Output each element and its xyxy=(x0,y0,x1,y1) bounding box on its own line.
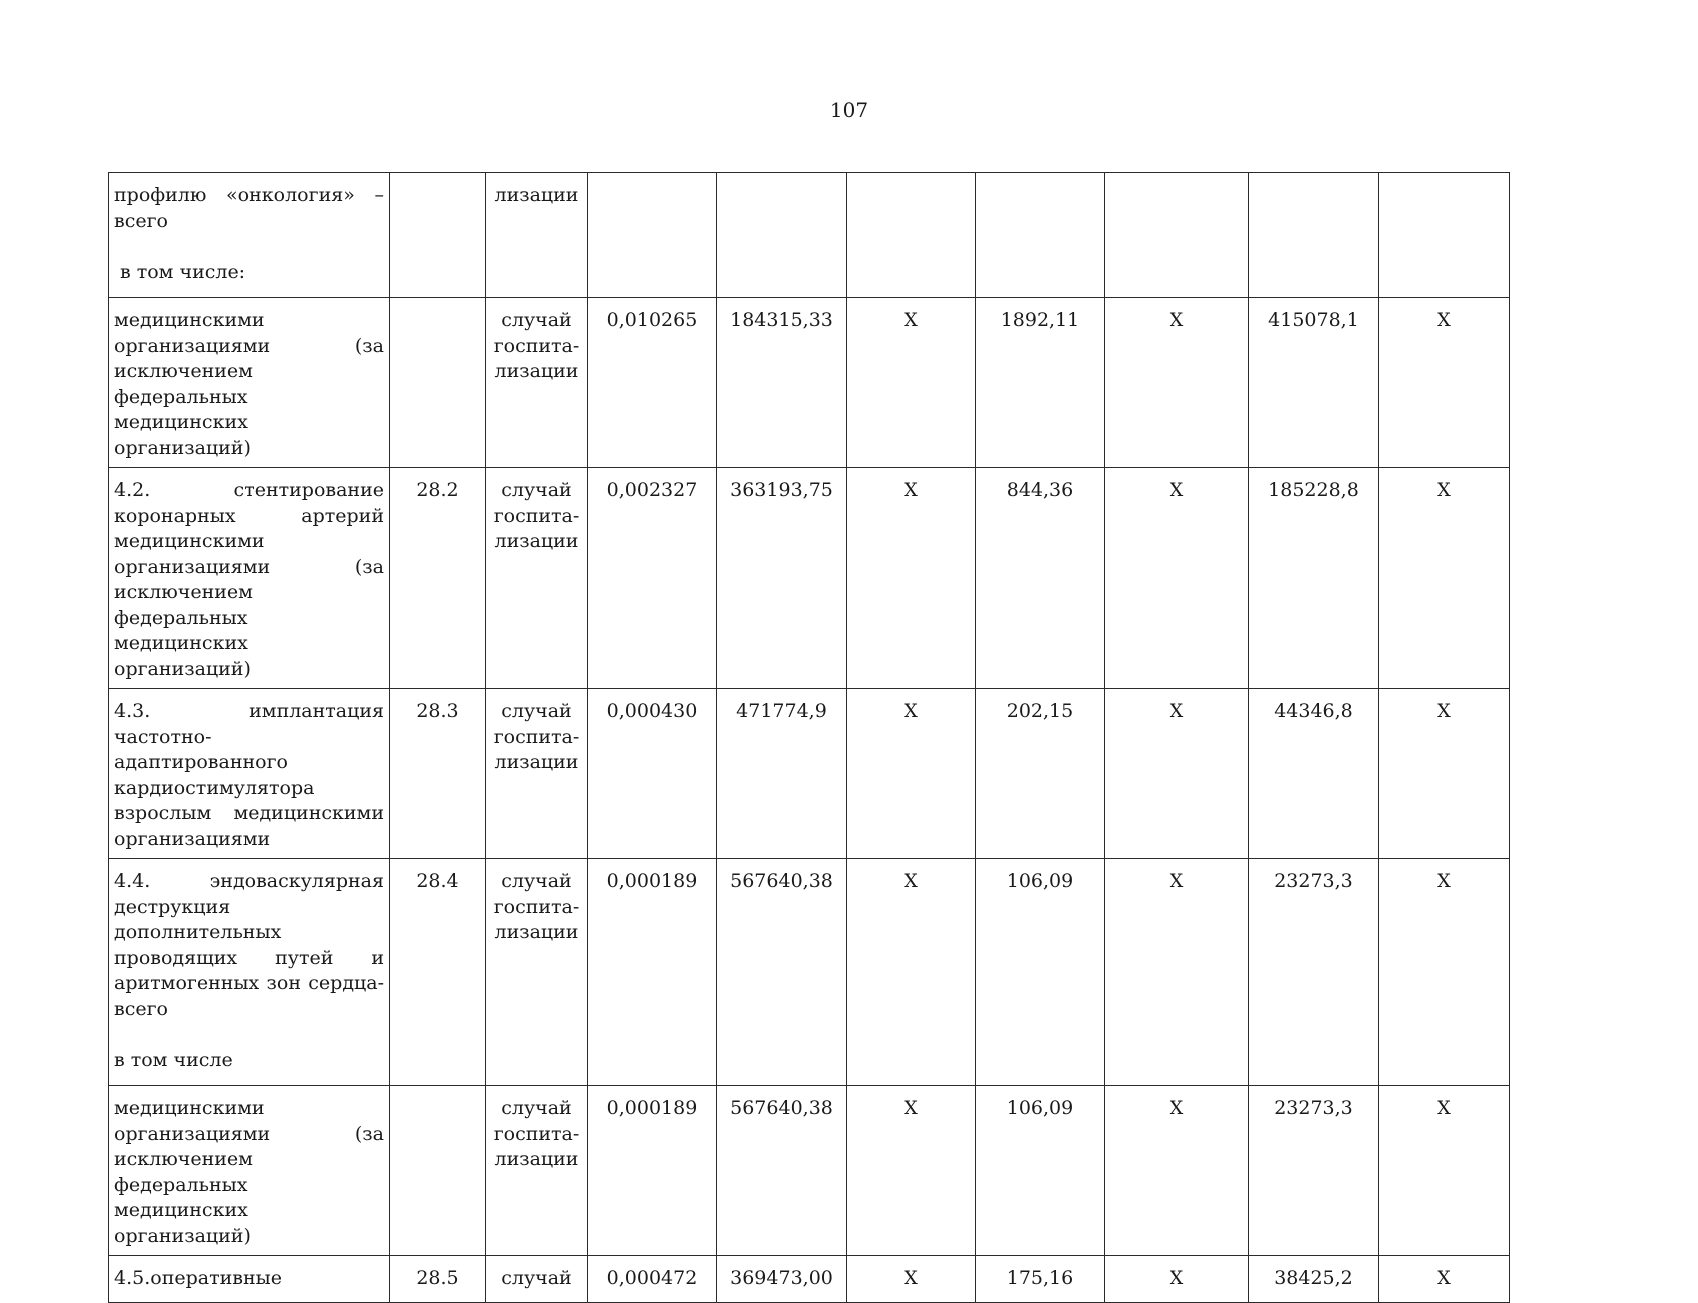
rate-cell: 0,000189 xyxy=(588,1086,717,1256)
x-mark-cell: X xyxy=(1105,689,1249,859)
unit-cell xyxy=(486,1086,588,1256)
unit-cell xyxy=(486,468,588,689)
table-row xyxy=(109,1086,1510,1256)
code-cell: 28.5 xyxy=(390,1256,486,1303)
norm-cell: 175,16 xyxy=(976,1256,1105,1303)
table-row xyxy=(109,859,1510,1086)
x-mark-cell: X xyxy=(1379,1256,1510,1303)
norm-cell: 1892,11 xyxy=(976,298,1105,468)
rate-cell: 0,000189 xyxy=(588,859,717,1086)
total-cell xyxy=(1249,173,1379,298)
x-mark-cell xyxy=(1379,173,1510,298)
x-mark-cell: X xyxy=(847,468,976,689)
unit-text: случай xyxy=(501,700,572,722)
indicator-name-cell xyxy=(109,1086,390,1256)
norm-cell: 106,09 xyxy=(976,1086,1105,1256)
norm-cell: 202,15 xyxy=(976,689,1105,859)
unit-text: госпита- xyxy=(493,334,580,357)
table-row xyxy=(109,298,1510,468)
unit-text: случай xyxy=(501,1097,572,1119)
x-mark-cell: X xyxy=(1105,859,1249,1086)
x-mark-cell: X xyxy=(1379,689,1510,859)
indicator-name-text: 4.3. имплантация частотно-адаптированного кардиостимулятора взрослым медицинскими организациями xyxy=(114,700,384,850)
x-mark-cell: X xyxy=(1379,298,1510,468)
x-mark-cell: X xyxy=(1379,468,1510,689)
unit-text: лизации xyxy=(494,360,579,382)
table-row xyxy=(109,689,1510,859)
unit-text: госпита- xyxy=(493,1122,580,1145)
cost-cell: 369473,00 xyxy=(717,1256,847,1303)
cost-cell: 363193,75 xyxy=(717,468,847,689)
unit-text: госпита- xyxy=(493,504,580,527)
code-cell: 28.2 xyxy=(390,468,486,689)
cost-cell: 567640,38 xyxy=(717,859,847,1086)
cost-cell xyxy=(717,173,847,298)
norm-cell: 844,36 xyxy=(976,468,1105,689)
x-mark-cell: X xyxy=(1105,1086,1249,1256)
table-row xyxy=(109,1256,1510,1303)
indicator-name-text: 4.4. эндоваскулярная деструкция дополнительных проводящих путей и аритмогенных зон сердца-всего xyxy=(114,870,384,1020)
code-cell xyxy=(390,298,486,468)
unit-cell xyxy=(486,689,588,859)
page-number: 107 xyxy=(829,98,869,122)
x-mark-cell xyxy=(1105,173,1249,298)
unit-text: лизации xyxy=(494,184,579,206)
total-cell: 38425,2 xyxy=(1249,1256,1379,1303)
rate-cell xyxy=(588,173,717,298)
subnote-text: в том числе xyxy=(114,1048,233,1071)
code-cell xyxy=(390,173,486,298)
code-cell: 28.3 xyxy=(390,689,486,859)
x-mark-cell: X xyxy=(1105,298,1249,468)
unit-text: госпита- xyxy=(493,895,580,918)
code-cell: 28.4 xyxy=(390,859,486,1086)
subnote-text: в том числе: xyxy=(120,260,246,283)
rate-cell: 0,002327 xyxy=(588,468,717,689)
spacer xyxy=(114,1022,384,1048)
unit-text: случай xyxy=(501,479,572,501)
x-mark-cell: X xyxy=(847,689,976,859)
unit-text: лизации xyxy=(494,751,579,773)
norm-cell: 106,09 xyxy=(976,859,1105,1086)
cost-cell: 471774,9 xyxy=(717,689,847,859)
cost-cell: 567640,38 xyxy=(717,1086,847,1256)
indicator-name-text: 4.2. стентирование коронарных артерий медицинскими организациями (за исключением федеральных медицинских организаций) xyxy=(114,479,384,680)
cost-cell: 184315,33 xyxy=(717,298,847,468)
indicator-name-text: медицинскими организациями (за исключением федеральных медицинских организаций) xyxy=(114,1097,384,1247)
indicator-name-text: профилю «онкология» – всего xyxy=(114,184,384,232)
table-row xyxy=(109,468,1510,689)
unit-text: госпита- xyxy=(493,725,580,748)
total-cell: 185228,8 xyxy=(1249,468,1379,689)
table-row xyxy=(109,173,1510,298)
rate-cell: 0,000472 xyxy=(588,1256,717,1303)
total-cell: 415078,1 xyxy=(1249,298,1379,468)
indicator-name-cell xyxy=(109,298,390,468)
indicator-name-cell xyxy=(109,173,390,298)
x-mark-cell: X xyxy=(847,1256,976,1303)
unit-text: лизации xyxy=(494,530,579,552)
unit-text: случай xyxy=(501,870,572,892)
indicator-name-text: медицинскими организациями (за исключением федеральных медицинских организаций) xyxy=(114,309,384,459)
code-cell xyxy=(390,1086,486,1256)
indicator-name-cell xyxy=(109,689,390,859)
x-mark-cell: X xyxy=(1105,1256,1249,1303)
spacer xyxy=(114,234,384,260)
data-table xyxy=(108,172,1510,1303)
unit-cell xyxy=(486,173,588,298)
indicator-name-text: 4.5.оперативные xyxy=(114,1267,282,1289)
x-mark-cell: X xyxy=(1379,1086,1510,1256)
unit-cell xyxy=(486,1256,588,1303)
total-cell: 44346,8 xyxy=(1249,689,1379,859)
unit-text: случай xyxy=(501,309,572,331)
rate-cell: 0,000430 xyxy=(588,689,717,859)
x-mark-cell: X xyxy=(847,859,976,1086)
unit-text: лизации xyxy=(494,1148,579,1170)
indicator-name-cell xyxy=(109,468,390,689)
unit-cell xyxy=(486,859,588,1086)
norm-cell xyxy=(976,173,1105,298)
unit-text: случай xyxy=(501,1267,572,1289)
x-mark-cell: X xyxy=(847,1086,976,1256)
total-cell: 23273,3 xyxy=(1249,859,1379,1086)
unit-cell xyxy=(486,298,588,468)
x-mark-cell xyxy=(847,173,976,298)
x-mark-cell: X xyxy=(1105,468,1249,689)
indicator-name-cell xyxy=(109,859,390,1086)
x-mark-cell: X xyxy=(1379,859,1510,1086)
rate-cell: 0,010265 xyxy=(588,298,717,468)
indicator-name-cell xyxy=(109,1256,390,1303)
total-cell: 23273,3 xyxy=(1249,1086,1379,1256)
x-mark-cell: X xyxy=(847,298,976,468)
table-body xyxy=(109,173,1510,1303)
unit-text: лизации xyxy=(494,921,579,943)
